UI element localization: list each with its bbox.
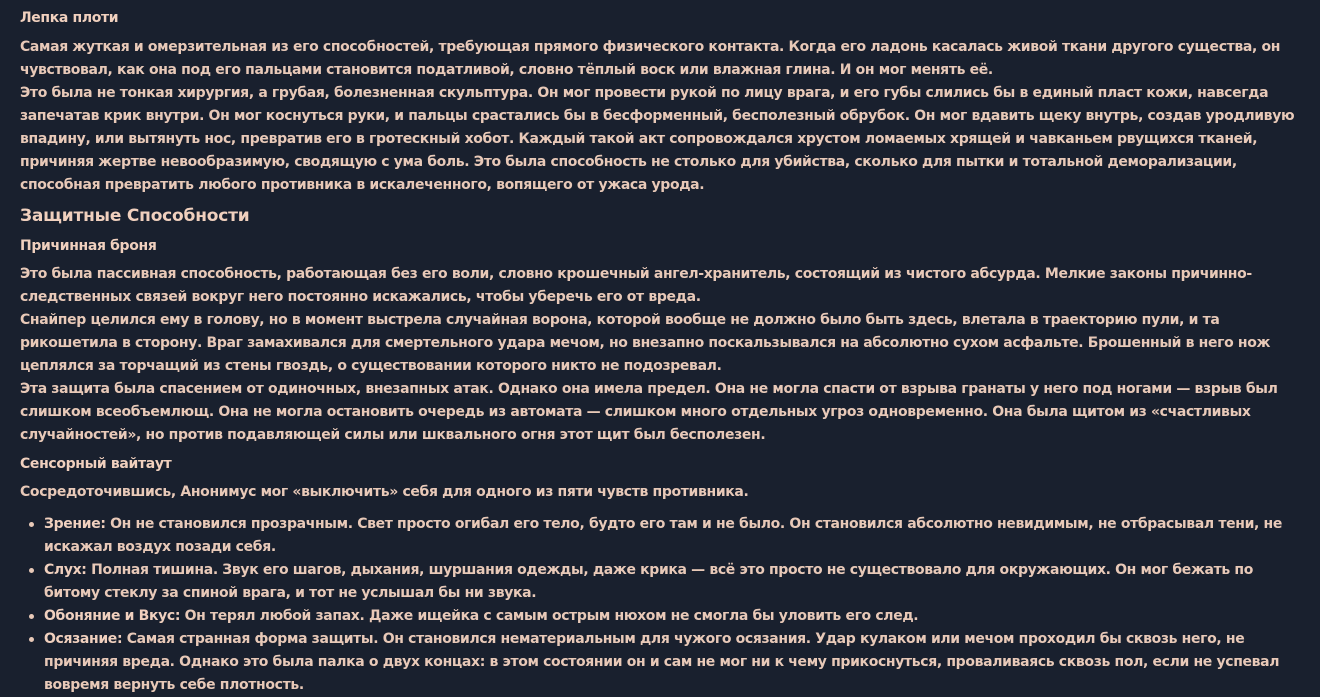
section-title-flesh-sculpting: Лепка плоти [20, 10, 119, 26]
list-item-term: Слух: [44, 562, 87, 578]
list-item-term: Зрение: [44, 516, 106, 532]
list-item-term: Обоняние и Вкус: [44, 608, 181, 624]
paragraph: Самая жуткая и омерзительная из его способностей, требующая прямого физического контакта. Когда его ладонь касалась живой ткани другого существа, он чувствовал, как она под его пальцами становится податливой, словно тёплый воск или влажная глина. И он мог менять её. [20, 39, 1281, 78]
list-item [44, 628, 1300, 697]
section-title-sensory-whiteout: Сенсорный вайтаут [20, 456, 172, 472]
paragraph: Эта защита была спасением от одиночных, внезапных атак. Однако она имела предел. Она не могла спасти от взрыва гранаты у него под ногами — взрыв был слишком всеобъемлющ. Она не могла остановить очередь из автомата — слишком много отдельных угроз одновременно. Она была щитом из «счастливых случайностей», но против подавляющей силы или шквального огня этот щит был бесполезен. [20, 381, 1278, 443]
section-title-causal-armor: Причинная броня [20, 238, 157, 254]
paragraph: Это была не тонкая хирургия, а грубая, болезненная скульптура. Он мог провести рукой по лицу врага, и его губы слились бы в единый пласт кожи, навсегда запечатав крик внутри. Он мог коснуться руки, и пальцы срастались бы в бесформенный, бесполезный обрубок. Он мог вдавить щеку внутрь, создав уродливую впадину, или вытянуть нос, превратив его в гротескный хобот. Каждый такой акт сопровождался хрустом ломаемых хрящей и чавканьем рвущихся тканей, причиняя жертве невообразимую, сводящую с ума боль. Это была способность не столько для убийства, сколько для пытки и тотальной деморализации, способная превратить любого противника в искалеченного, вопящего от ужаса урода. [20, 85, 1295, 193]
list-item [44, 605, 1300, 628]
bullet-icon [29, 614, 34, 619]
paragraph: Это была пассивная способность, работающая без его воли, словно крошечный ангел-хранитель, состоящий из чистого абсурда. Мелкие законы причинно-следственных связей вокруг него постоянно искажались, чтобы уберечь его от вреда. [20, 266, 1252, 305]
list-item [44, 513, 1300, 559]
list-item-text: Он не становился прозрачным. Свет просто огибал его тело, будто его там и не было. Он становился абсолютно невидимым, не отбрасывал тени, не искажал воздух позади себя. [44, 516, 1282, 555]
paragraph: Сосредоточившись, Анонимус мог «выключить» себя для одного из пяти чувств противника. [20, 484, 749, 500]
list-item-term: Осязание: [44, 631, 123, 647]
bullet-icon [29, 522, 34, 527]
list-item-text: Самая странная форма защиты. Он становился нематериальным для чужого осязания. Удар кулаком или мечом проходил бы сквозь него, не причиняя вреда. Однако это была палка о двух концах: в этом состоянии он и сам не мог ни к чему прикоснуться, проваливаясь сквозь пол, если не успевал вовремя вернуть себе плотность. [44, 631, 1280, 693]
document-body [20, 7, 1300, 697]
senses-list [20, 513, 1300, 697]
bullet-icon [29, 637, 34, 642]
paragraph: Снайпер целился ему в голову, но в момент выстрела случайная ворона, которой вообще не должно было быть здесь, влетала в траекторию пули, и та рикошетила в сторону. Враг замахивался для смертельного удара мечом, но внезапно поскальзывался на абсолютно сухом асфальте. Брошенный в него нож цеплялся за торчащий из стены гвоздь, о существовании которого никто не подозревал. [20, 312, 1271, 374]
list-item-text: Он терял любой запах. Даже ищейка с самым острым нюхом не смогла бы уловить его след. [180, 608, 919, 624]
bullet-icon [29, 568, 34, 573]
list-item [44, 559, 1300, 605]
section-heading-defensive-abilities: Защитные Способности [20, 206, 250, 226]
list-item-text: Полная тишина. Звук его шагов, дыхания, шуршания одежды, даже крика — всё это просто не существовало для окружающих. Он мог бежать по битому стеклу за спиной врага, и тот не услышал бы ни звука. [44, 562, 1253, 601]
